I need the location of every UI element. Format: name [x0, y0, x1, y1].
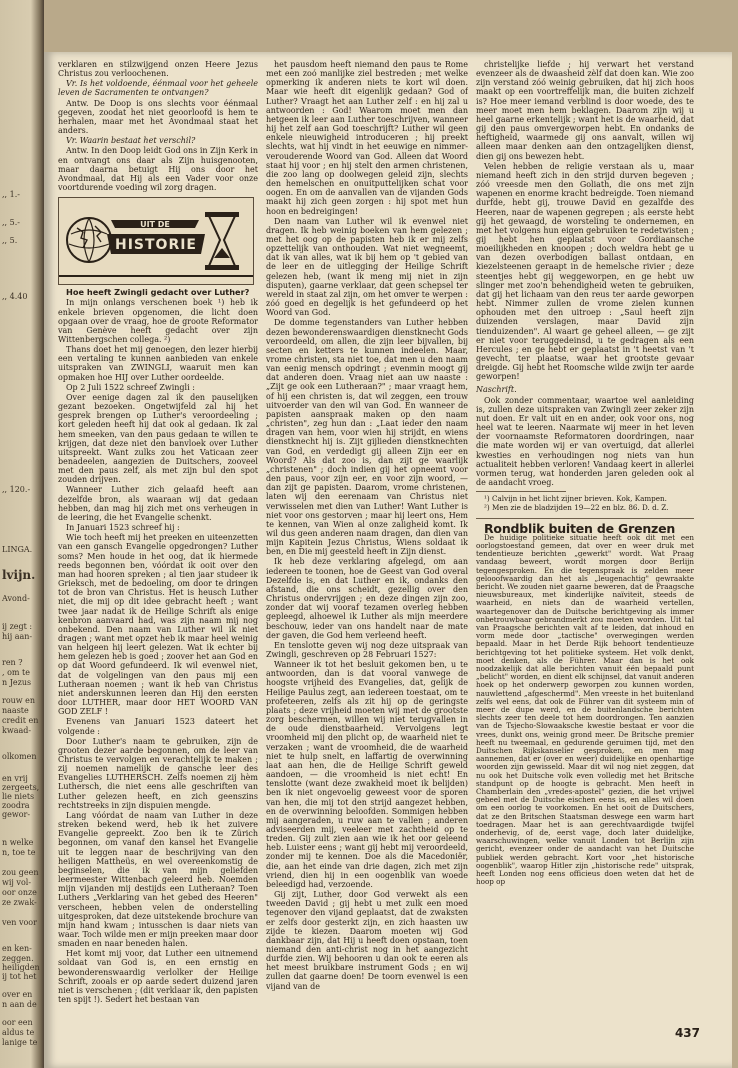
paragraph: Lang vóórdat de naam van Luther in deze streken bekend werd, heb ik het zuivere Evangelie gepreekt. Zoo ben ik te Zürich begonnen, om vanaf den kansel het Evangelie uit te leggen naar de beschrijving van den heiligen Mattheüs, en wel overeenkomstig de beginselen, die ik van mijn geliefden leermeester Wittenbach geleerd heb. Noemden mijn vijanden mij destijds een Lutheraan? Toen Luthers „Verklaring van het gebed des Heeren" verscheen, hebben velen de onderstelling uitgesproken, dat deze uitstekende brochure van mijn hand kwam ; intusschen is daar niets van waar. Toch wilde men er mijn preeken maar door smaden en naar beneden halen.	[58, 810, 258, 949]
paragraph: En tenslotte geven wij nog deze uitspraak van Zwingli, geschreven op 28 Februari 1527:	[266, 640, 468, 659]
margin-fragment: zoodra	[2, 801, 30, 810]
answer-2: Antw. In den Doop leidt God ons in Zijn Kerk in en ontvangt ons daar als Zijn huisgenooten, maar daarna betuigt Hij ons door het Avondmaal, dat Hij als een Vader voor onze voortdurende voeding wil zorg dragen.	[58, 146, 258, 193]
margin-fragment: ,, 5.	[2, 236, 18, 245]
footnote-1: ¹) Calvijn in het licht zijner brieven. Kok, Kampen.	[484, 494, 667, 504]
paragraph: Door Luther's naam te gebruiken, zijn de grooten dezer aarde begonnen, om de leer van Christus te vervolgen en verachtelijk te maken ; zij noemen namelijk de gansche leer des Evangelies LUTHERSCH. Zelfs noemen zij hèm Luthersch, die niet eens alle geschriften van Luther gelezen heeft, en zich geenszins rechtstreeks in zijn dispuien mengde.	[58, 736, 258, 810]
margin-fragment: lvijn.	[2, 568, 36, 582]
article-body-col2	[266, 60, 468, 991]
naschrift-label: Naschrift.	[476, 385, 517, 395]
column-3	[476, 60, 694, 1050]
uit-de-historie-logo	[58, 197, 254, 285]
margin-fragment: credit en	[2, 716, 39, 725]
logo-line-2: HISTORIE	[114, 237, 198, 254]
margin-fragment: kwaad-	[2, 726, 32, 735]
logo-line-1: UIT DE	[140, 220, 170, 230]
margin-fragment: ven voor	[2, 918, 37, 927]
margin-fragment: heiligden	[2, 963, 40, 972]
question-2: Vr. Waarin bestaat het verschil?	[66, 136, 196, 146]
previous-page-margin	[0, 0, 40, 1068]
paragraph: Op 2 Juli 1522 schreef Zwingli :	[66, 382, 195, 392]
margin-fragment: ,, 5.-	[2, 218, 20, 227]
naschrift-text: Ook zonder commentaar, waartoe wel aanleiding is, zullen deze uitspraken van Zwingli zeer zeker zijn nut doen. Er valt uit en en ander, ook voor ons, nog heel wat te leeren. Naarmate wij meer in het leven der voornaamste Reformatoren doordringen, naar die mate worden wij er van overtuigd, dat allerlei kwesties en verhoudingen nog niets van hun actualiteit hebben verloren! Vandaag keert in allerlei vormen terug, wat honderden jaren geleden ook al de aandacht vroeg.	[476, 395, 694, 488]
paragraph: In Januari 1523 schreef hij :	[66, 523, 180, 533]
margin-fragment: n Jezus	[2, 678, 32, 687]
margin-fragment: gewor-	[2, 810, 31, 819]
margin-fragment: aldus te	[2, 1028, 35, 1037]
margin-fragment: lanige te	[2, 1038, 38, 1047]
section-body: De huidige politieke situatie heeft ook dit met een oorlogstoestand gemeen, dat over en weer druk met tendentieuze berichten „gewerkt" wordt. Wat Praag vandaag beweert, wordt morgen door Berlijn tegengesproken. En die tegenspraak is zelden meer gelooofwaardig dan het als „leugenachtig" gewraakte bericht. We zouden niet gaarne beweren, dat de Praagsche nieuwsbureaux, met kinderlijke naïviteit, steeds de waarheid, en niets dan de waarheid vertellen, waartegenover dan de Duitsche berichtgeving als immer onbetrouwbaar gebrandmerkt zou moeten worden. Uit tal van Praagsche berichten valt af te leiden, dat inhoud en vorm mede door „tactische" overwegingen werden bepaald. Maar in het Derde Rijk behoort tendentieuze berichtgeving tot het politieke systeem. Het volk denkt, moet denken, als de Führer. Maar dan is het ook noodzakelijk dat alle berichten vanuit één bepaald punt „belicht" worden, en dient elk schijnsel, dat vanuit anderen hoek op het onderwerp geworpen zou kunnen worden, nauwlettend „afgeschermd". Men vreeste in het buitenland zelfs wel eens, dat ook de Führer van dit systeem min of meer de dupe werd, en de buitenlandsche berichten slechts zeer ten deele tot hem doordrongen. Ten aanzien van de Tsjecho-Slowaaksche kwestie bestaat er voor die vrees, dunkt ons, weinig grond meer. De Britsche premier heeft nu tweemaal, en gedurende geruimen tijd, met den Duitschen Rijkskanselier gesproken, en men mag aannemen, dat er (over en weer) duidelijke en openhartige woorden zijn gewisseld. Maar dit wil nog niet zeggen, dat nu ook het Duitsche volk even volledig met het Britsche standpunt op de hoogte is gebracht. Men heeft in Chamberlain den „vredes-apostel" gezien, die het vrijwel gebeel met de Duitsche eischen eens is, en alles wil doen om een oorlog te voorkomen. En het ooit de Duitschers, dat ze den Britschen Staatsman deswege een warm hart toedragen. Maar het is aan gerechtvaardigde twijfel onderhevig, of de, eerst vage, doch later duidelijke, waarschuwingen, welke vanuit Londen tot Berlijn zijn gericht, evenzeer onder de aandacht van het Duitsche publiek werden gebracht. Kort voor „het historische oogenblik", waarop Hitler zijn „historische rede" uitsprak, heeft Londen nog eens officieus doen weten dat het de hoop op	[476, 532, 694, 887]
column-1	[58, 60, 258, 1050]
paragraph: christelijke liefde ; hij verwart het verstand evenzeer als de dwaasheid zèlf dat doen kan. Wie zoo zijn verstand zóó weinig gebruiken, dat hij zich hoos maakt op een voortreffelijk man, die buiten zichzelf is? Hoe meer iemand verblind is door woede, des te meer moet men hem beklagen. Daarom zijn wij u heel gaarne erkentelijk ; want het is de waarheid, dat gij den paus omvergeworpen hebt. En ondanks de heftigheid, waarmede gij ons aanvalt, willen wij alleen maar denken aan den ontzagelijken dienst, dien gij ons bewezen hebt.	[476, 60, 694, 161]
margin-fragment: ij zegt :	[2, 622, 33, 631]
margin-fragment: rouw en	[2, 696, 36, 705]
paragraph: Over eenige dagen zal ik den pauselijken gezant bezoeken. Ongetwijfeld zal hij het gesprek brengen op Luther's veroordeeling ; kort geleden heeft hij dat ook al gedaan. Ik zal hem smeeken, van den paus gedaan te willen te krijgen, dat deze niet den banvloek over Luther uitspreekt. Want zulks zou het Vaticaan zeer benadeelen, aangezien de Duitschers, zooveel met den paus zelf, als met zijn bul den spot zouden drijven.	[58, 392, 258, 485]
paragraph: Velen hebben de religie verstaan als u, maar niemand heeft zich in den strijd durven begeven ; zóó vreesde men den Goliath, die ons met zijn wapenen en enorme kracht bedreigde. Toen niemand durfde, hebt gij, trouwe David en gezalfde des Heeren, naar de wapenen gegrepen ; als eerste hebt gij het gewaagd, de worsteling te ondernemen, en met het volgens hun eigen gebruiken te redetwisten ; gij hebt hen geplaatst voor Gordiaansche moeilijkheden en knoopen ; doch weldra hebt ge u van dezen overbodigen ballast ontdaan, en kiezelsteenen geraapt in de hemelsche rivier ; deze steentjes hebt gij weggeworpen, en ge hebt uw slinger met zoo'n behendigheid weten te gebruiken, dat gij het lichaam van den reus ter aarde geworpen hebt. Nimmer zullen de vrome zielen kunnen ophouden met den uitroep : „Saul heeft zijn duizenden verslagen, maar David zijn tienduizenden". Al waart ge geheel alleen, — ge zijt er niet voor teruggedeinsd, u te gedragen als een Hercules ; en ge hebt er geplaatst in 't heetst van 't gevecht, ter plaatse, waar het grootste gevaar dreigde. Gij hebt het Roomsche wilde zwijn ter aarde geworpen!	[476, 161, 694, 382]
paragraph: Den naam van Luther wil ik evenwel niet dragen. Ik heb weinig boeken van hem gelezen ; met het oog op de papisten heb ik er mij zelfs opzettelijk van onthouden. Wat niet wegneemt, dat ik van alles, wat ik bij hem op 't gebied van de leer en de uitlegging der Heilige Schrift gelezen heb, (want ik meng mij niet in zijn disputen), gaarne verklaar, dat geen schepsel ter wereld in staat zal zijn, om het omver te werpen : zóó goed en degelijk is het gefundeerd op het Woord van God.	[266, 216, 468, 318]
margin-fragment: ren ?	[2, 658, 23, 667]
paragraph: Wanneer Luther zich gelaafd heeft aan dezelfde bron, als waaraan wij dat gedaan hebben, dan mag hij zich met ons verheugen in de leering, die het Evangelie schenkt.	[58, 485, 258, 522]
margin-fragment: wij vol-	[2, 878, 32, 887]
margin-fragment: ze zwak-	[2, 898, 37, 907]
margin-fragment: Avond-	[2, 594, 30, 603]
margin-fragment: zergeets,	[2, 783, 40, 792]
paragraph: In mijn onlangs verschenen boek ¹) heb ik enkele brieven opgenomen, die licht doen opgaan over de vraag, hoe de groote Reformator van Genève heeft gedacht over zijn Wittenbergschen collega. ²)	[58, 298, 258, 344]
margin-fragment: hij aan-	[2, 632, 33, 641]
margin-fragment: n, toe te	[2, 848, 36, 857]
margin-fragment: oor een	[2, 1018, 33, 1027]
column-2	[266, 60, 468, 1050]
section-divider	[476, 518, 694, 519]
question-1: Vr. Is het voldoende, éénmaal voor het geheele leven de Sacramenten te ontvangen?	[58, 79, 258, 98]
magazine-page	[44, 52, 732, 1068]
margin-fragment: ,, 4.40	[2, 292, 28, 301]
margin-fragment: ij tot het	[2, 972, 37, 981]
paragraph: Thans doet het mij genoegen, den lezer hierbij een vertaling te kunnen aanbieden van enkele uitspraken van ZWINGLI, waaruit men kan opmaken hoe HIJ over Luther oordeelde.	[58, 345, 258, 382]
margin-fragment: ,, 1.-	[2, 190, 20, 199]
margin-fragment: olkomen	[2, 752, 37, 761]
margin-fragment: over en	[2, 990, 33, 999]
margin-fragment: , om te	[2, 668, 30, 677]
article-body-col1	[58, 298, 258, 1004]
margin-fragment: n aan de	[2, 1000, 37, 1009]
section-heading: Rondblik buiten de Grenzen	[484, 520, 676, 536]
margin-fragment: zeggen.	[2, 954, 34, 963]
margin-fragment: ,, 120.-	[2, 485, 31, 494]
margin-fragment: en vrij	[2, 774, 28, 783]
margin-fragment: LINGA.	[2, 545, 33, 554]
paragraph: Gij zijt, Luther, door God verwekt als een tweeden David ; gij hebt u met zulk een moed tegenover den vijand geplaatst, dat de zwaksten er zelfs door gesterkt zijn, en zich haasten uw zijde te kiezen. Daarom moeten wij God dankbaar zijn, dat Hij u heeft doen opstaan, toen niemand den anti-christ nog in het aangezicht durfde zien. Wij behooren u dan ook te eeren als het meest bruikbare instrument Gods ; en wij zullen dat gaarne doen! De toorn evenwel is een vijand van de	[266, 890, 468, 991]
margin-fragment: zou geen	[2, 868, 39, 877]
paragraph: Het komt mij voor, dat Luther een uitnemend soldaat van God is, en een ernstig en bewonderenswaardig verlolker der Heilige Schrift, zooals er op aarde sedert duizend jaren niet is verschenen ; (dit verklaar ik, den papisten ten spijt !). Sedert het bestaan van	[58, 949, 258, 1005]
footnote-2: ²) Men zie de bladzijden 19—22 en blz. 86. D. d. Z.	[484, 503, 669, 513]
article-heading: Hoe heeft Zwingli gedacht over Luther?	[66, 287, 250, 298]
paragraph: Evenens van Januari 1523 dateert het volgende :	[58, 717, 258, 736]
margin-fragment: en ken-	[2, 944, 32, 953]
paragraph: Ik heb deze verklaring afgelegd, om aan iedereen te toonen, hoe de Geest van God overal Dezelfde is, en dat Luther en ik, ondanks den afstand, die ons scheidt, gezellig over den Christus ondervrijgen ; en deze dingen zijn zoo, zonder dat wij vooraf tezamen overleg hebben gepleegd, alhoewel ik Luther als mijn meerdere beschouw, ieder van ons handelt naar de mate der gaven, die God hem verleend heeft.	[266, 557, 468, 640]
paragraph: De domme tegenstanders van Luther hebben dezen bewonderenswaardigen dienstknecht Gods veroordeeld, om allen, die zijn leer bijvallen, bij secten en ketters te kunnen indeelen. Maar, vrome christen, sta niet toe, dat men u den naam van eenig mensch opdringt ; evenmin moogt gij dat anderen doen. Vraag niet aan uw naaste : „Zijt ge ook een Lutheraan?" ; maar vraagt hem, of hij een christen is, dat wil zeggen, een trouw uitvoerder van den wil van God. En wanneer de papisten aanspraak maken op den naam „christen", zeg hun dan : „Laat ieder den naam dragen van hem, voor wien hij strijdt, en wiens dienstknecht hij is. Zijt gijlieden dienstknechten van God, en verdedigt gij alleen Zijn eer en Woord? Als dat zoo is, dan zijt ge waarlijk „christenen" ; doch indien gij het opneemt voor den paus, voor zijn eer, en voor zijn woord, — dan zijt ge papisten. Daarom, vrome christenen, laten wij den eerenaam van Christus niet verwisselen met dien van Luther! Want Luther is niet voor ons gestorven ; maar hij leert ons, Hem te kennen, van Wien al onze zaligheid komt. Ik wil dus geen anderen naam dragen, dan dien van mijn Kapitein Jezus Christus, Wiens soldaat ik ben, en Die mij geesteld heeft in Zijn dienst.	[266, 318, 468, 557]
article-body-col3	[476, 60, 694, 381]
margin-fragment: oor onze	[2, 888, 37, 897]
page-number: 437	[674, 1026, 700, 1040]
paragraph: het pausdom heeft niemand den paus te Rome met een zoó manlijke ziel bestreden ; met welke opmerking ik anderen niets te kort wil doen. Maar wie heeft dit eigenlijk gedaan? God of Luther? Vraagt het aan Luther zelf : en hij zal u antwoorden : God! Waarom moet men dan hetgeen ik leer aan Luther toeschrijven, wanneer hij het zelf aan God toeschrijft? Luther wil geen enkele nieuwigheid introduceren ; hij preekt slechts, wat hij vindt in het eeuwige en nimmer-verouderende Woord van God. Alleen dat Woord staat hij voor ; en hij stelt den armen christenen, die zoo lang op doolwegen geleid zijn, slechts den hemelschen en onuitputtelijken schat voor oogen. En om de aanvallen van de vijanden Gods maakt hij zich geen zorgen : hij spot met hun hoon en bedreigingen!	[266, 60, 468, 216]
intro-text: verklaren en stilzwijgend onzen Heere Jezus Christus zou verloochenen.	[58, 60, 258, 79]
margin-fragment: naaste	[2, 706, 29, 715]
paragraph: Wanneer ik tot het besluit gekomen ben, u te antwoorden, dan is dat vooral vanwege de hoogste vrijheid des Evangelies, dat, gelijk de Heilige Paulus zegt, aan iedereen toestaat, om te profeteeren, zelfs als zit hij op de geringste plaats ; deze vrijheid moeten wij met de grootste zorg beschermen, willen wij niet terugvallen in de oude dienstbaarheid. Vervolgens legt vroomheid mij den plicht op, de waarheid niet te verzaken ; want de vroomheid, die de waarheid niet te hulp snelt, en laffartig de overwinning laat aan hen, die de Heilige Schrift geweld aandoen, — die vroomheid is niet echt! En tenslotte (want deze zwakheid moet ik belijden) ben ik niet ongevoelig geweest voor de sporen van hen, die mij tot den strijd aangezet hebben, en de overwinning beloofden. Sommigen hebben mij aangeraden, u ruw aan te vallen ; anderen adviseerden mij, veeleer met zachtheid op te treden. Gij zult zien aan wie ik het oor geleend heb. Luister eens ; want gij hebt mij veroordeeld, zonder mij te kennen. Doe als die Macedoniër, die, aan het einde van drie dagen, zich met zijn vriend, dien hij in een oogenblik van woede beleedigd had, verzoende.	[266, 660, 468, 889]
paragraph: Wie toch heeft mij het preeken en uiteenzetten van een gansch Evangelie opgedrongen? Luther soms? Men houde in het oog, dat ik hiermede reeds begonnen ben, vóórdat ik ooit over den man had hooren spreken ; al tien jaar studeer ik Grieksch, met de bedoeling, om door te dringen tot de bron van Christus. Het is heusch Luther niet, die mij op dit idee gebracht heeft ; want twee jaar nadat ik de Heilige Schrift als enige kenbron aanvaard had, was zijn naam mij nog onbekend. Den naam van Luther wil ik niet dragen ; want met opzet heb ik maar heel weinig van helgeen hij leert gelezen. Wat ik echter bij hem gelezen heb is goed ; zoover het aan God en op dat Woord gefundeerd. Ik wil evenwel niet, dat de volgelingen van den paus mij een Lutheraan noemen ; want ik heb van Christus niet anderskunnen leeren dan Hij den eersten door LUTHER, maar door HET WOORD VAN GOD ZELF !	[58, 533, 258, 717]
historie-illustration	[59, 198, 253, 284]
margin-fragment: lie niets	[2, 792, 35, 801]
margin-fragment: n welke	[2, 838, 34, 847]
answer-1: Antw. De Doop is ons slechts voor éénmaal gegeven, zoodat het niet geoorloofd is hem te herhalen, maar met het Avondmaal staat het anders.	[58, 98, 258, 136]
